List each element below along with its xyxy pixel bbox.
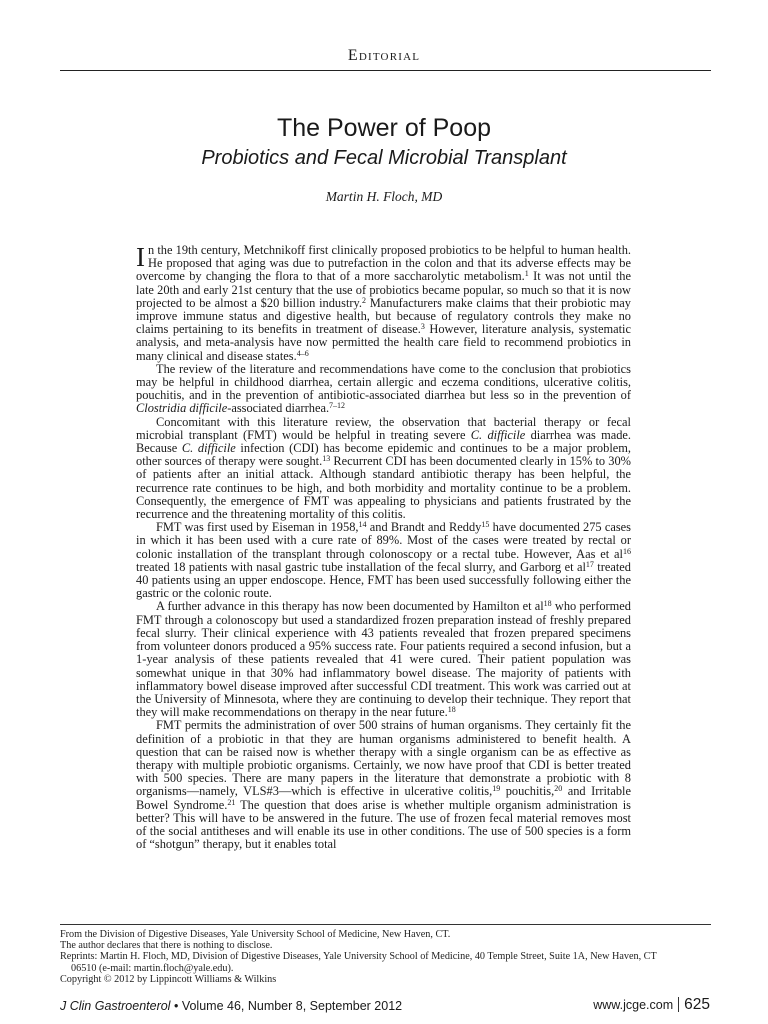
page-separator [678, 997, 679, 1012]
article-title: The Power of Poop [276, 114, 491, 142]
reference-mark: 17 [585, 559, 594, 569]
reference-mark: 19 [492, 784, 501, 794]
reference-mark: 4–6 [296, 348, 309, 358]
paragraph-4: FMT was first used by Eiseman in 1958,14 and Brandt and Reddy$^{15}$ have documented 275 cases in which it has been used with a cure rate of 89%. Most of the cases were treated by rectal or colonic installation of the transplant through colonoscopy or a rectal tube. However, Aas et $al^{16}$ treated 18 patients with nasal gastric tube installation of the fecal slurry, and Garborg et $al^{17}$ treated 40 patients using an upper endoscope. Hence, FMT has been used successfully following either the gastric or the colonic route. [136, 520, 632, 601]
reference-mark: 7–12 [329, 401, 346, 411]
article-subtitle: Probiotics and Fecal Microbial Transplant [201, 147, 567, 169]
reference-mark: 15 [481, 520, 490, 530]
drop-cap: I [136, 242, 145, 272]
footnote-rule [60, 924, 711, 925]
reference-mark: 21 [227, 797, 236, 807]
footnote-affiliation: From the Division of Digestive Diseases, Yale University School of Medicine, New Haven, CT. [60, 929, 451, 940]
footnote-reprints-continued: 06510 (e-mail: martin.floch@yale.edu). [71, 962, 234, 974]
header-rule [60, 70, 711, 71]
reference-mark: 14 [358, 520, 367, 530]
paragraph-3: Concomitant with this literature review, the observation that bacterial therapy or fecal microbial transplant (FMT) would be helpful in treating severe C. difficile diarrhea was made. Because C. difficile infection (CDI) has become epidemic and continues to be a major problem, other sources of therapy were sought.$^{13}$ Recurrent CDI has been documented clearly in 15% to 30% of patients after an initial attack. Although standard antibiotic therapy has been helpful, the recurrence rate continues to be high, and both morbidity and mortality continue to be a problem. Consequently, the emergence of FMT was appealing to physicians and patients frustrated by the recurrence and the threatening mortality of this colitis. [136, 414, 632, 522]
reference-mark: 2 [362, 295, 367, 305]
journal-website: www.jcge.com [593, 998, 674, 1012]
footnote-disclosure: The author declares that there is nothing to disclose. [60, 940, 273, 952]
journal-name: J Clin Gastroenterol [60, 999, 171, 1013]
reference-mark: 20 [554, 784, 563, 794]
article-body [136, 244, 631, 851]
reference-mark: 18 [543, 599, 552, 609]
paragraph-1: In the 19th century, Metchnikoff first clinically proposed probiotics to be helpful to human health. He proposed that aging was due to putrefaction in the colon and that its adverse effects may be overcome by changing the flora to that of a more saccharolytic metabolism.$^1$ It was not until the late 20th and early 21st century that the use of probiotics became popular, so much so that it is now projected to be almost a $20 billion industry.$^2$ Manufacturers make claims that their probiotic may improve immune status and digestive health, but because of regulatory controls they make no claims pertaining to its benefits in treatment of disease.$^3$ However, literature analysis, systematic analysis, and meta-analysis have now permitted the health care field to recommend probiotics in many clinical and disease states.$^{4-6}$ [136, 242, 632, 363]
footnote-copyright: Copyright © 2012 by Lippincott Williams & Wilkins [60, 973, 277, 985]
page-number: 625 [684, 996, 710, 1013]
bullet-separator: • [173, 999, 179, 1013]
footnotes [60, 929, 711, 985]
journal-issue: Volume 46, Number 8, September 2012 [181, 999, 403, 1013]
reference-mark: 18 [447, 705, 456, 715]
page-footer-right [593, 996, 710, 1014]
reference-mark: 1 [524, 269, 529, 279]
paragraph-5: A further advance in this therapy has now been documented by Hamilton et $al^{18}$ who performed FMT through a colonoscopy but used a standardized frozen preparation instead of freshly prepared fecal slurry. Their clinical experience with 43 patients revealed that frozen prepared specimens from volunteer donors produced a 95% success rate. Four patients required a second infusion, but a 1-year analysis of these patients revealed that 41 were cured. Their patient population was somewhat unique in that 30% had inflammatory bowel disease. The majority of patients with inflammatory bowel disease improved after successful CDI treatment. This work was carried out at the University of Minnesota, where they are continuing to develop their technique. They report that they will make recommendations on therapy in the near future.$^{18}$ [136, 599, 632, 720]
journal-citation [60, 999, 402, 1013]
author-name: Martin H. Floch, MD [325, 189, 443, 204]
reference-mark: 13 [322, 454, 331, 464]
reference-mark: 3 [420, 322, 425, 332]
paragraph-2: The review of the literature and recommendations have come to the conclusion that probiotics may be helpful in childhood diarrhea, certain allergic and eczema conditions, ulcerative colitis, pouchitis, and in the prevention of antibiotic-associated diarrhea but less so in the prevention of Clostridia difficile-associated diarrhea.$^{7-12}$ [136, 361, 631, 416]
reference-mark: 16 [623, 546, 631, 556]
section-label: Editorial [347, 47, 421, 64]
paragraph-6: FMT permits the administration of over 500 strains of human organisms. They certainly fit the definition of a probiotic in that they are human organisms administered to benefit health. A question that can be raised now is whether therapy with a single organism can be as effective as therapy with multiple probiotic organisms. Certainly, we now have proof that CDI is better treated with 500 species. There are many papers in the literature that demonstrate a probiotic with 8 organisms—namely, VLS#3—which is effective in ulcerative colitis,$^{19}$ pouchitis,$^{20}$ and Irritable Bowel Syndrome.$^{21}$ The question that does arise is whether multiple organism administration is better? This will have to be answered in the future. The use of frozen fecal material removes most of the social antitheses and will enable its use in other conditions. The use of 500 species is a form of “shotgun” therapy, but it enables total [136, 718, 631, 852]
footnote-reprints: Reprints: Martin H. Floch, MD, Division of Digestive Diseases, Yale University School of Medicine, 40 Temple Street, Suite 1A, New Haven, CT [60, 951, 657, 963]
